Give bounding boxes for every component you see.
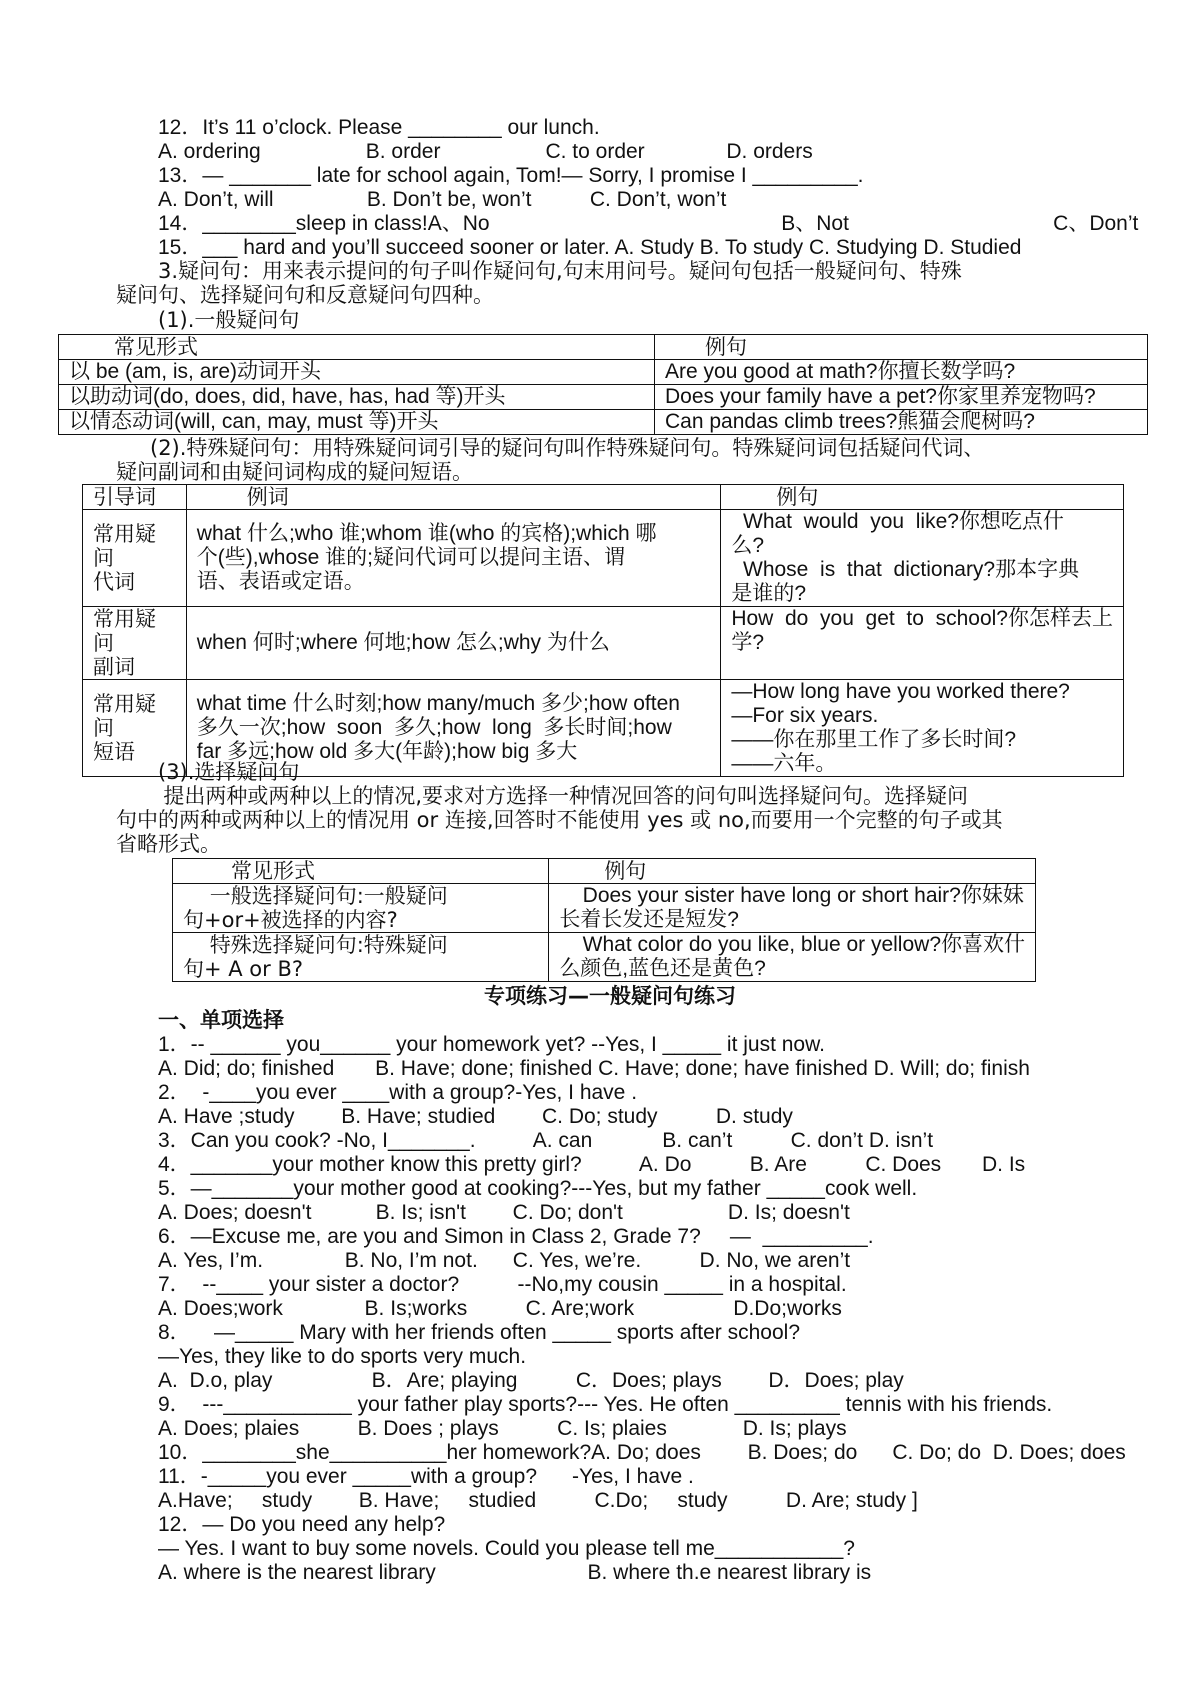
text-line: 么? <box>731 534 765 557</box>
table-cell: 以 be (am, is, are)动词开头 <box>59 360 655 385</box>
section-title: 一、单项选择 <box>158 1008 284 1032</box>
interrogative-intro-line2: 疑问句、选择疑问句和反意疑问句四种。 <box>116 283 494 307</box>
practice-q6: 6．—Excuse me, are you and Simon in Class 2, Grade 7? — _________. <box>158 1225 874 1248</box>
practice-q3: 3．Can you cook? -No, I_______. A. can B. can’t C. don’t D. isn’t <box>158 1129 934 1152</box>
text-line: Whose is that dictionary?那本字典 <box>731 558 1080 581</box>
practice-q7: 7． --____ your sister a doctor? --No,my cousin _____ in a hospital. <box>158 1273 847 1296</box>
text-line: 长着长发还是短发? <box>559 908 739 931</box>
practice-q12: 12．— Do you need any help? <box>158 1513 446 1536</box>
text-line: —For six years. <box>731 704 879 727</box>
question-12-options: A. ordering B. order C. to order D. orders <box>158 140 813 163</box>
table-cell <box>549 933 1036 982</box>
practice-q5-options: A. Does; doesn't B. Is; isn't C. Do; don't D. Is; doesn't <box>158 1201 850 1224</box>
choice-question-intro-line1: 提出两种或两种以上的情况,要求对方选择一种情况回答的问句叫选择疑问句。选择疑问 <box>150 784 969 808</box>
practice-q5: 5．—_______your mother good at cooking?---Yes, but my father _____cook well. <box>158 1177 918 1200</box>
choice-question-intro-line3: 省略形式。 <box>116 832 221 856</box>
text-line: ——你在那里工作了多长时间? <box>731 728 1017 751</box>
practice-q2-options: A. Have ;study B. Have; studied C. Do; study D. study <box>158 1105 793 1128</box>
table-cell <box>173 933 549 982</box>
label-adverb <box>83 607 187 680</box>
table-cell <box>173 884 549 933</box>
table-cell: Are you good at math?你擅长数学吗? <box>655 360 1148 385</box>
text-line: when 何时;where 何地;how 怎么;why 为什么 <box>196 631 610 654</box>
label-line: 代词 <box>93 570 135 594</box>
table-row <box>59 410 1148 435</box>
text-line: 句+or+被选择的内容? <box>183 908 398 932</box>
text-line: ——六年。 <box>731 752 837 775</box>
text-line: What color do you like, blue or yellow?你喜欢什 <box>559 933 1025 956</box>
practice-q9-options: A. Does; plaies B. Does ; plays C. Is; plaies D. Is; plays <box>158 1417 847 1440</box>
label-line: 短语 <box>93 740 135 764</box>
table-header-row <box>83 485 1124 510</box>
practice-q4: 4．_______your mother know this pretty girl? A. Do B. Are C. Does D. Is <box>158 1153 1026 1176</box>
text-line: 学? <box>731 631 765 654</box>
label-line: 常用疑问 <box>93 522 156 570</box>
label-pronoun <box>83 510 187 607</box>
words-adverb <box>186 607 721 680</box>
text-line: what time 什么时刻;how many/much 多少;how often <box>196 692 680 715</box>
header-form: 常见形式 <box>173 859 549 884</box>
examples-phrase <box>721 680 1124 777</box>
practice-title: 专项练习—一般疑问句练习 <box>484 984 736 1008</box>
table-row <box>83 607 1124 680</box>
header-example: 例句 <box>655 335 1148 360</box>
question-13-options: A. Don’t, will B. Don’t be, won’t C. Don’t, won’t <box>158 188 727 211</box>
practice-q8: 8． —_____ Mary with her friends often _____ sports after school? <box>158 1321 801 1344</box>
practice-q1: 1．-- ______ you______ your homework yet? --Yes, I _____ it just now. <box>158 1033 825 1056</box>
special-question-table <box>82 484 1124 777</box>
table-cell: 以助动词(do, does, did, have, has, had 等)开头 <box>59 385 655 410</box>
choice-question-heading: (3).选择疑问句 <box>158 760 300 784</box>
examples-pronoun <box>721 510 1124 607</box>
text-line: What would you like?你想吃点什 <box>731 510 1064 533</box>
text-line: 么颜色,蓝色还是黄色? <box>559 957 766 980</box>
header-example: 例句 <box>549 859 1036 884</box>
practice-q10: 10．________she__________her homework?A. Do; does B. Does; do C. Do; do D. Does; does <box>158 1441 1126 1464</box>
question-12: 12．It’s 11 o’clock. Please ________ our lunch. <box>158 116 600 139</box>
label-line: 常用疑问 <box>93 607 156 655</box>
table-cell: Does your family have a pet?你家里养宠物吗? <box>655 385 1148 410</box>
table-cell: 以情态动词(will, can, may, must 等)开头 <box>59 410 655 435</box>
text-line: 是谁的? <box>731 582 807 605</box>
special-question-intro-line1: (2).特殊疑问句：用特殊疑问词引导的疑问句叫作特殊疑问句。特殊疑问词包括疑问代词、 <box>150 436 985 460</box>
practice-q6-options: A. Yes, I’m. B. No, I’m not. C. Yes, we’re. D. No, we aren’t <box>158 1249 851 1272</box>
text-line: —How long have you worked there? <box>731 680 1070 703</box>
practice-q1-options: A. Did; do; finished B. Have; done; finished C. Have; done; have finished D. Will; do; finish <box>158 1057 1030 1080</box>
choice-question-table <box>172 858 1036 982</box>
words-pronoun <box>186 510 721 607</box>
table-row <box>173 933 1036 982</box>
table-header-row <box>59 335 1148 360</box>
text-line: Does your sister have long or short hair?你妹妹 <box>559 884 1024 907</box>
practice-q11: 11．-_____you ever _____with a group? -Yes, I have . <box>158 1465 694 1488</box>
examples-adverb <box>721 607 1124 680</box>
text-line: 多久一次;how soon 多久;how long 多长时间;how <box>196 716 672 739</box>
table-row <box>173 884 1036 933</box>
choice-question-intro-line2: 句中的两种或两种以上的情况用 or 连接,回答时不能使用 yes 或 no,而要用一个完整的句子或其 <box>116 808 1003 832</box>
practice-q12-options: A. where is the nearest library B. where th.e nearest library is <box>158 1561 872 1584</box>
table-cell <box>549 884 1036 933</box>
table-row <box>59 360 1148 385</box>
header-form: 常见形式 <box>59 335 655 360</box>
table-header-row <box>173 859 1036 884</box>
text-line: far 多远;how old 多大(年龄);how big 多大 <box>196 740 578 763</box>
general-question-table <box>58 334 1148 435</box>
practice-q8-answer: —Yes, they like to do sports very much. <box>158 1345 527 1368</box>
practice-q8-options: A. D.o, play B．Are; playing C．Does; plays D．Does; play <box>158 1369 904 1392</box>
label-line: 常用疑问 <box>93 692 156 740</box>
text-line: 个(些),whose 谁的;疑问代词可以提问主语、谓 <box>196 546 625 569</box>
question-15: 15．___ hard and you’ll succeed sooner or later. A. Study B. To study C. Studying D. Studied <box>158 236 1022 259</box>
question-13: 13．— _______ late for school again, Tom!— Sorry, I promise I _________. <box>158 164 864 187</box>
header-example-words: 例词 <box>186 485 721 510</box>
table-cell: Can pandas climb trees?熊猫会爬树吗? <box>655 410 1148 435</box>
general-question-heading: (1).一般疑问句 <box>158 308 300 332</box>
practice-q2: 2． -____you ever ____with a group?-Yes, I have . <box>158 1081 638 1104</box>
table-row <box>59 385 1148 410</box>
practice-q7-options: A. Does;work B. Is;works C. Are;work D.Do;works <box>158 1297 842 1320</box>
practice-q9: 9． ---___________ your father play sports?--- Yes. He often _________ tennis with his friends. <box>158 1393 1053 1416</box>
text-line: 特殊选择疑问句:特殊疑问 <box>183 933 448 957</box>
question-14: 14．________sleep in class!A、No B、Not C、Don’t <box>158 212 1139 235</box>
header-example-sentences: 例句 <box>721 485 1124 510</box>
practice-q11-options: A.Have; study B. Have; studied C.Do; study D. Are; study ] <box>158 1489 918 1512</box>
special-question-intro-line2: 疑问副词和由疑问词构成的疑问短语。 <box>116 460 473 484</box>
interrogative-intro-line1: 3.疑问句：用来表示提问的句子叫作疑问句,句末用问号。疑问句包括一般疑问句、特殊 <box>158 259 962 283</box>
text-line: How do you get to school?你怎样去上 <box>731 607 1113 630</box>
header-lead-word: 引导词 <box>83 485 187 510</box>
text-line: 一般选择疑问句:一般疑问 <box>183 884 448 908</box>
label-line: 副词 <box>93 655 135 679</box>
text-line: 句+ A or B? <box>183 957 304 981</box>
text-line: 语、表语或定语。 <box>196 570 365 593</box>
text-line: what 什么;who 谁;whom 谁(who 的宾格);which 哪 <box>196 522 657 545</box>
table-row <box>83 510 1124 607</box>
practice-q12-answer: — Yes. I want to buy some novels. Could you please tell me___________? <box>158 1537 855 1560</box>
